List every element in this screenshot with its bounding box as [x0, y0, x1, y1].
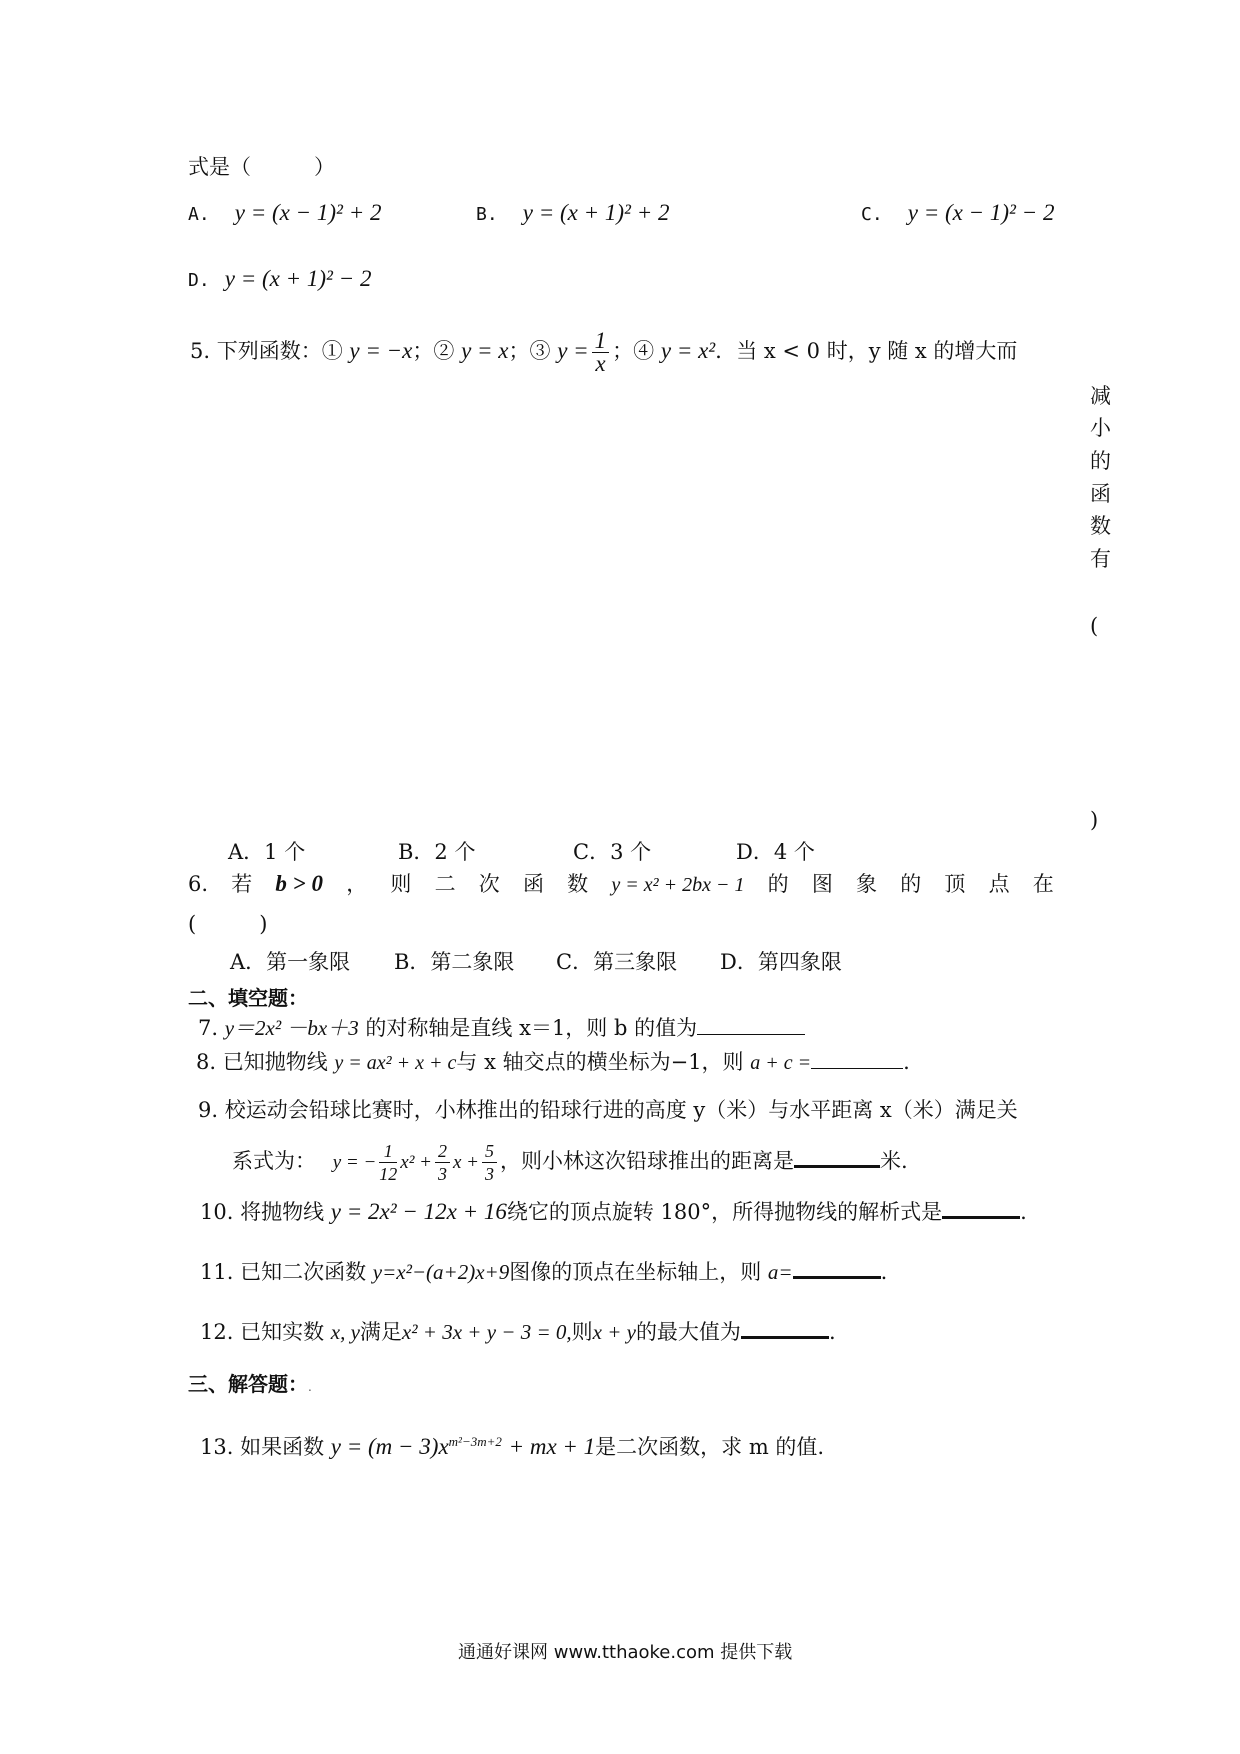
q6-option-d: D．第四象限: [720, 950, 842, 974]
q11-answer-blank: [793, 1256, 881, 1279]
q10-text1: 将抛物线: [233, 1200, 325, 1224]
q10-text2: 绕它的顶点旋转 180°，所得抛物线的解析式是: [506, 1200, 943, 1224]
q5-f1-mark: ①: [321, 339, 343, 363]
q9-answer-blank: [794, 1145, 880, 1168]
q9-frac-1: [379, 1140, 397, 1185]
q9-frac-2-den: 3: [437, 1164, 447, 1184]
q10-answer-blank: [942, 1196, 1020, 1219]
q6-word-15: 点: [988, 872, 1010, 896]
q5-option-c: C．3 个: [573, 840, 652, 864]
q6-option-a: A．第一象限: [230, 950, 351, 974]
q6-option-b: B．第二象限: [394, 950, 515, 974]
q6-word-9: y = x² + 2bx − 1: [611, 874, 745, 896]
q4-option-d: [188, 266, 371, 292]
q5-vchar-6: 有: [1090, 547, 1111, 571]
q13-expr: y = (m − 3)x: [330, 1434, 449, 1459]
q12-expr2: x² + 3x + y − 3 = 0,: [401, 1320, 572, 1344]
q10-expr: y = 2x² − 12x + 16: [330, 1199, 507, 1224]
q5-sep-3: ；: [612, 339, 634, 363]
q5-f4: y = x²: [660, 338, 716, 363]
q4-option-a-label: A.: [188, 204, 210, 225]
q6-word-7: 函: [522, 872, 544, 896]
q4-option-c: [861, 200, 1054, 226]
q9-suffix: ，则小林这次铅球推出的距离是: [499, 1149, 794, 1173]
q5-vchar-2: 小: [1090, 416, 1111, 440]
q12: [200, 1316, 836, 1346]
q8-text1: 8. 已知抛物线: [196, 1050, 328, 1074]
q5-sep-1: ；: [412, 339, 434, 363]
section-3-dot: .: [308, 1380, 312, 1394]
q5-f2: y = x: [461, 338, 509, 363]
q6-word-16: 在: [1032, 872, 1054, 896]
q11: [200, 1256, 887, 1286]
q5-vchar-3: 的: [1090, 449, 1111, 473]
q13-expr2: + mx + 1: [508, 1434, 596, 1459]
q9-frac-2: [435, 1140, 450, 1185]
q6-word-12: 象: [856, 872, 878, 896]
q6-word-1: 若: [231, 872, 253, 896]
q6-word-5: 二: [434, 872, 456, 896]
q5-f1: y = −x: [349, 338, 413, 363]
page-footer: 通通好课网 www.tthaoke.com 提供下载: [458, 1642, 793, 1663]
q4-option-c-expr: y = (x − 1)² − 2: [907, 200, 1055, 225]
q5-f3-den: x: [595, 351, 606, 376]
q4-option-b: [476, 200, 669, 226]
q12-end: .: [828, 1320, 836, 1344]
q9-unit: 米.: [879, 1149, 908, 1173]
q5-open-paren: (: [1090, 614, 1099, 638]
q12-expr3: x + y: [592, 1320, 636, 1344]
q5-stem: [190, 330, 1017, 375]
q9-frac-3-num: 5: [482, 1140, 497, 1163]
q4-option-d-expr: y = (x + 1)² − 2: [224, 266, 372, 291]
q10-end: .: [1020, 1200, 1027, 1224]
q6-stem: [188, 870, 1054, 899]
q9-frac-3: [482, 1140, 497, 1185]
q5-option-d: D．4 个: [736, 840, 815, 864]
q11-end: .: [880, 1260, 888, 1284]
q7: [198, 1014, 805, 1042]
q6-word-3: ，: [346, 872, 368, 896]
section-2-title: 二、填空题：: [188, 986, 308, 1010]
q9-frac-1-num: 1: [379, 1140, 397, 1163]
q13: [200, 1428, 824, 1461]
q6-word-11: 图: [811, 872, 833, 896]
q9-lhs: y = −: [332, 1152, 377, 1173]
q5-option-b: B．2 个: [398, 840, 476, 864]
q9-term-1: x² +: [400, 1152, 432, 1173]
q6-word-0: 6.: [188, 872, 209, 896]
q13-exponent: m²−3m+2: [448, 1434, 502, 1449]
q4-option-d-label: D.: [188, 270, 210, 291]
section-3-header: [188, 1368, 312, 1397]
q4-option-b-label: B.: [476, 204, 498, 225]
q5-f4-mark: ④: [633, 339, 655, 363]
q6-word-10: 的: [767, 872, 789, 896]
q5-f3-lhs: y =: [557, 338, 589, 363]
q4-option-c-label: C.: [861, 204, 883, 225]
q9-line2: [232, 1140, 908, 1185]
q5-vchar-1: 减: [1090, 384, 1111, 408]
q8-text2: 与 x 轴交点的横坐标为−1，则: [456, 1050, 744, 1074]
q5-vchar-5: 数: [1090, 514, 1111, 538]
q6-word-13: 的: [900, 872, 922, 896]
q12-answer-blank: [741, 1316, 829, 1339]
q6-option-c: C．第三象限: [556, 950, 678, 974]
q7-answer-blank: [697, 1014, 805, 1035]
q4-tail: 式是（ ）: [188, 155, 335, 179]
q9-prefix: 系式为：: [232, 1149, 316, 1173]
q5-close-paren: ): [1090, 808, 1099, 832]
q5-condition: ．当 x < 0 时，y 随 x 的增大而: [715, 339, 1018, 363]
q8: [196, 1048, 910, 1077]
q5-sep-2: ；: [508, 339, 530, 363]
q12-expr: x, y: [330, 1320, 360, 1344]
q6-paren: ( ): [188, 912, 268, 936]
q11-num: 11.: [200, 1260, 234, 1284]
q6-word-2: b > 0: [275, 871, 324, 896]
q8-expr2: a + c =: [750, 1052, 812, 1074]
q11-text1: 已知二次函数: [233, 1260, 367, 1284]
q10: [200, 1196, 1027, 1226]
q9-frac-3-den: 3: [484, 1164, 494, 1184]
q5-f2-mark: ②: [433, 339, 455, 363]
q9-term-2: x +: [452, 1152, 479, 1173]
q7-expr: y＝2x² －bx＋3: [224, 1016, 359, 1040]
q11-text2: 图像的顶点在坐标轴上，则: [509, 1260, 762, 1284]
q5-prefix: 5. 下列函数：: [190, 339, 322, 363]
q5-f3-mark: ③: [529, 339, 551, 363]
q8-end: .: [903, 1050, 910, 1074]
q7-text: 的对称轴是直线 x＝1，则 b 的值为: [358, 1016, 698, 1040]
q9-line1: 9. 校运动会铅球比赛时，小林推出的铅球行进的高度 y（米）与水平距离 x（米）满足关: [198, 1098, 1018, 1122]
q13-text2: 是二次函数，求 m 的值.: [595, 1435, 825, 1459]
q6-word-8: 数: [567, 872, 589, 896]
q13-text1: 13. 如果函数: [200, 1435, 325, 1459]
q9-frac-2-num: 2: [435, 1140, 450, 1163]
section-3-title: 三、解答题：: [188, 1372, 308, 1396]
q9-frac-1-den: 12: [379, 1164, 398, 1184]
q11-expr2: a=: [767, 1260, 793, 1284]
q4-option-b-expr: y = (x + 1)² + 2: [522, 200, 670, 225]
q5-f3-fraction: [592, 330, 610, 375]
q8-expr: y = ax² + x + c: [334, 1052, 457, 1074]
q4-option-a: [188, 200, 381, 226]
q11-expr: y=x²−(a+2)x+9: [372, 1260, 510, 1284]
q4-option-a-expr: y = (x − 1)² + 2: [234, 200, 382, 225]
q12-text1: 12. 已知实数: [200, 1320, 325, 1344]
q8-answer-blank: [811, 1048, 903, 1069]
q12-text4: 的最大值为: [635, 1320, 741, 1344]
q6-word-4: 则: [390, 872, 412, 896]
q6-word-6: 次: [478, 872, 500, 896]
q5-option-a: A．1 个: [228, 840, 306, 864]
q10-num: 10.: [200, 1200, 234, 1224]
q12-text2: 满足: [359, 1320, 402, 1344]
q5-vchar-4: 函: [1090, 482, 1111, 506]
q12-text3: 则: [571, 1320, 593, 1344]
q5-f3-num: 1: [592, 330, 610, 353]
q6-word-14: 顶: [944, 872, 966, 896]
q7-num: 7.: [198, 1016, 219, 1040]
